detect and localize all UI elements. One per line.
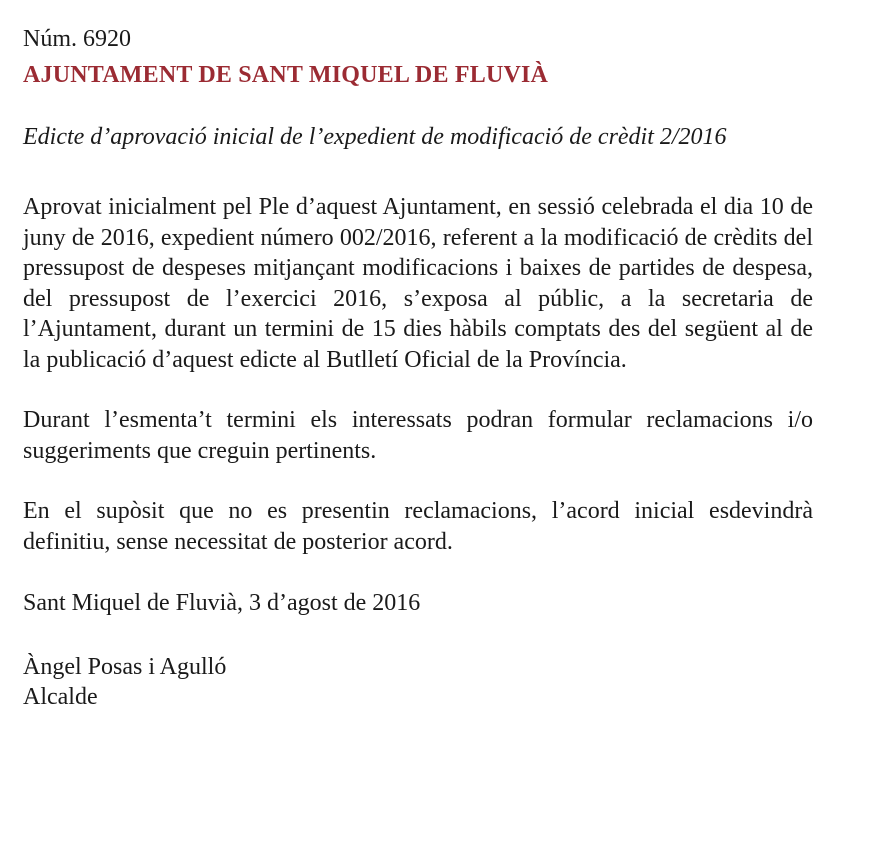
- institution-heading: AJUNTAMENT DE SANT MIQUEL DE FLUVIÀ: [23, 62, 549, 88]
- signer-role: Alcalde: [23, 684, 98, 710]
- edict-title: Edicte d’aprovació inicial de l’expedient de modificació de crèdit 2/2016: [23, 124, 727, 150]
- edict-document: [23, 24, 813, 712]
- place-and-date: Sant Miquel de Fluvià, 3 d’agost de 2016: [23, 590, 421, 616]
- announcement-number: Núm. 6920: [23, 26, 131, 52]
- signer-name: Àngel Posas i Agulló: [23, 654, 227, 680]
- paragraph-definitive: En el supòsit que no es presentin reclamacions, l’acord inicial esdevindrà definitiu, sense necessitat de posterior acord.: [23, 498, 813, 555]
- paragraph-claims: Durant l’esmenta’t termini els interessats podran formular reclamacions i/o suggeriments que creguin pertinents.: [23, 407, 813, 464]
- paragraph-approval: Aprovat inicialment pel Ple d’aquest Ajuntament, en sessió celebrada el dia 10 de juny de 2016, expedient número 002/2016, referent a la modificació de crèdits del pressupost de despeses mitjançant modificacions i baixes de partides de despesa, del pressupost de l’exercici 2016, s’exposa al públic, a la secretaria de l’Ajuntament, durant un termini de 15 dies hàbils comptats des del següent al de la publicació d’aquest edicte al Butlletí Oficial de la Província.: [23, 194, 813, 373]
